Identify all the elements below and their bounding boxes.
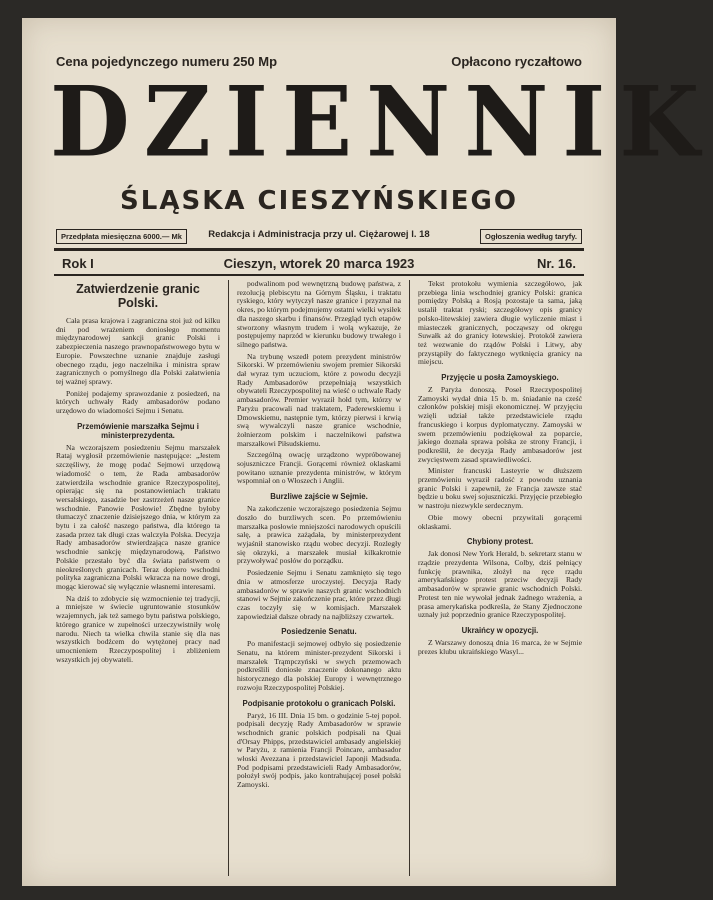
article-paragraph: Poniżej podajemy sprawozdanie z posiedzeń, na których uchwały Rady ambasadorów podano urzędowo do wiadomości Sejmu i Senatu. <box>56 388 220 416</box>
article-paragraph: Na trybunę wszedł potem prezydent ministrów Sikorski. W przemówieniu swojem premier Sikorski dał wyraz tym uczuciom, które z powodu decyzji Rady Ambasadorów przepełniają wszystkich obywateli Rzeczypospolitej na wieść o uchwale Rady ambasadorów. Premier wyraził hołd tym, którzy w Paryżu pracowali nad traktatem, Paderewskiemu i Dmowskiemu, następnie tym, którzy pierwsi i krwią swą wywalczyli nasze granice wschodnie, żołnierzom polskim i naczelnikowi państwa marszałkowi Piłsudskiemu. <box>237 351 401 448</box>
masthead-title: DZIENNIK <box>50 65 713 179</box>
headline-borders: Zatwierdzenie granic Polski. <box>76 282 200 310</box>
article-paragraph: podwalinom pod wewnętrzną budowę państwa, z rezolucją plebiscytu na Górnym Śląsku, i traktatu ryskiego, który wytyczył nasze granice i przyznał na okres, po którym podejmujemy ostatni wielki wysiłek dla naszego skarbu i finansów. Przegląd tych etapów stworzony własnym trudem i wolą wykazuje, że postępujemy naprzód w kierunku budowy trwałego i silnego państwa. <box>237 279 401 349</box>
column-divider-1 <box>228 280 229 876</box>
article-paragraph: Na zakończenie wczorajszego posiedzenia Sejmu doszło do burzliwych scen. Po przemówieniu marszałka posłowie mniejszości narodowych opuścili salę, a prawica zażądała, by ministerprezydent wyjaśnił stanowisko rządu wobec decyzji. Rozległy się okrzyki, a marszałek musiał kilkakrotnie przywoływać posłów do porządku. <box>237 504 401 566</box>
article-paragraph: Posiedzenie Sejmu i Senatu zamknięto się tego dnia w atmosferze uroczystej. Decyzja Rady ambasadorów w sprawie naszych granic wschodnich stanowi w Sejmie zakończenie prac, które przez długi czas toczyły się w komisjach. Marszałek zapowiedział dalsze obrady na najbliższy czwartek. <box>237 568 401 621</box>
editorial-address: Redakcja i Administracja przy ul. Ciężarowej l. 18 <box>208 229 430 240</box>
postage-note: Opłacono ryczałtowo <box>451 54 582 69</box>
article-paragraph: Szczególną owację urządzono wypróbowanej sojuszniczce Francji. Gorącemi również oklaskami powitano uznanie prezydenta ministrów, w którym wspomniał on o Włoszech i Anglii. <box>237 450 401 486</box>
section-heading: Podpisanie protokołu o granicach Polski. <box>242 698 396 708</box>
article-paragraph: Obie mowy obecni przywitali gorącemi oklaskami. <box>418 512 582 531</box>
section-heading: Ukraińcy w opozycji. <box>461 625 539 635</box>
article-paragraph: Na wczorajszem posiedzeniu Sejmu marszałek Rataj wygłosił przemówienie następujące: „Jestem szczęśliwy, że mogę podać Sejmowi urzędową wiadomość o tem, że Rada ambasadorów zatwierdziła wschodnie granice Rzeczypospolitej, opierając się na postanowieniach traktatu wersalskiego, zasadzie ber zastrzeżeń nasze granice wschodnie. Panowie Posłowie! Zbędne byłoby tłumaczyć znaczenie dzisiejszego dnia, w którym za bytu i za całość naszego państwa, dla którego ta zasada przez tak długi czas walczyła Polska. Decyzja Rady ambasadorów stwierdzająca nasze granice wschodnie sankcję międzynarodową, Państwo Polskie przestało być dla świata państwem o nieokreślonych granicach. Teraz dopiero wschodni polityka zagraniczna Polski wkracza na nowe drogi, mogąc kierować się wyłącznie własnemi interesami. <box>56 442 220 591</box>
article-paragraph: Z Paryża donoszą. Poseł Rzeczypospolitej Zamoyski wydał dnia 15 b. m. śniadanie na cześć członków polskiej misji ekonomicznej. W przyjęciu wzięli udział także przedstawiciele rządu francuskiego i korpus dyplomatyczny. Zamoyski w swem przemówieniu podziękował za poparcie, jakiego doznała sprawa polska ze strony Francji, i podkreślił, że decyzja Rady ambasadorów jest zwycięstwem zasad sprawiedliwości. <box>418 385 582 464</box>
column-1 <box>56 280 220 876</box>
article-paragraph: Minister francuski Lasteyrie w dłuższem przemówieniu wyraził radość z powodu uznania granic Polski i zapewnił, że Francja zawsze stać będzie u boku swej sojuszniczki. Przyjęcie przebiegło w nastroju niezwykle serdecznym. <box>418 466 582 511</box>
article-paragraph: Na dziś to zdobycie się wzmocnienie tej tradycji, a mniejsze w świecie ugruntowanie stosunków wzajemnych, jak też samego bytu państwa polskiego, którego granice w zupełności urzeczywistniły wolę narodu. Niech ta wielka chwila stanie się dla nas wszystkich bodźcem do wytężonej pracy nad umocnieniem Rzeczypospolitej i zbliżeniem wszystkich jej obywateli. <box>56 593 220 664</box>
column-3 <box>418 280 582 876</box>
header-rule-top <box>54 248 584 251</box>
masthead-subtitle: ŚLĄSKA CIESZYŃSKIEGO <box>120 186 518 216</box>
section-heading: Burzliwe zajście w Sejmie. <box>270 492 368 502</box>
article-paragraph: Cała prasa krajowa i zagraniczna stoi już od kilku dni pod wrażeniem doniosłego momentu międzynarodowej sankcji granic Polski i zabezpieczenia naszego prawnopaństwowego bytu w Europie. Powszechne uznanie znajduje zasługi obecnego rządu, jego naczelnika i ministra spraw zagranicznych o pomyślnego dla Polski załatwienia tej ważnej sprawy. <box>56 316 220 386</box>
issue-number: Nr. 16. <box>536 256 576 271</box>
issue-date: Cieszyn, wtorek 20 marca 1923 <box>223 256 415 271</box>
column-divider-2 <box>409 280 410 876</box>
article-paragraph: Tekst protokołu wymienia szczegółowo, jak przebiega linia wschodniej granicy Polski: granica pomiędzy Polską a Rosją pozostaje ta sama, jaką ustalił traktat ryski; szczegółowy opis granicy polsko-litewskiej zawiera długie wyliczenie miast i miasteczek granicznych, począwszy od okręgu Suwałk aż do granicy łotewskiej. Protokół zawiera też wezwanie do rządów Polski i Litwy, aby przystąpiły do faktycznego wytknięcia granicy na miejscu. <box>418 279 582 367</box>
section-heading: Przemówienie marszałka Sejmu i ministerprezydenta. <box>77 421 199 440</box>
column-2 <box>237 280 401 876</box>
article-paragraph: Jak donosi New York Herald, b. sekretarz stanu w rządzie prezydenta Wilsona, Colby, dziś pełniący funkcję prawnika, złożył na ręce rządu amerykańskiego protest przeciw decyzji Rady ambasadorów w sprawie granic wschodnich Polski. Protest ten nie wywołał jednak żadnego wrażenia, a prasa amerykańska podkreśla, że Stany Zjednoczone uznały już poprzednio granice Rzeczypospolitej. <box>418 549 582 620</box>
article-paragraph: Paryż, 16 III. Dnia 15 bm. o godzinie 5-tej popoł. podpisali decyzję Rady Ambasadorów w sprawie wschodnich granic polskich podpisali na Quai d'Orsay Phipps, przedstawiciel ambasady angielskiej w Paryżu, z ramienia Francji Poincare, ambasador włoski Avezzana i przedstawiciel Japonji Madsuda. Pod podpisami przedstawicieli Rady Ambasadorów, położył swój podpis, jako kontrahującej poseł polski Zamoyski. <box>237 710 401 790</box>
newspaper-page <box>22 18 713 886</box>
section-heading: Posiedzenie Senatu. <box>281 627 357 637</box>
header-rule-bottom <box>54 274 584 276</box>
subscription-box: Przedpłata miesięczna 6000.— Mk <box>56 229 187 244</box>
volume-year: Rok I <box>62 256 94 271</box>
issue-price: Cena pojedynczego numeru 250 Mp <box>56 54 278 69</box>
article-paragraph: Po manifestacji sejmowej odbyło się posiedzenie Senatu, na którem minister-prezydent Sikorski i marszałek Trąmpczyński w swych przemowach podkreślili doniosłe znaczenie dokonanego aktu historycznego dla polskiej Europy i wewnętrznego rozwoju Rzeczypospolitej Polskiej. <box>237 639 401 692</box>
article-paragraph: Z Warszawy donoszą dnia 16 marca, że w Sejmie prezes klubu ukraińskiego Wasyl... <box>418 637 582 656</box>
section-heading: Przyjęcie u posła Zamoyskiego. <box>441 373 559 383</box>
ads-box: Ogłoszenia według taryfy. <box>480 229 582 244</box>
section-heading: Chybiony protest. <box>466 537 534 547</box>
